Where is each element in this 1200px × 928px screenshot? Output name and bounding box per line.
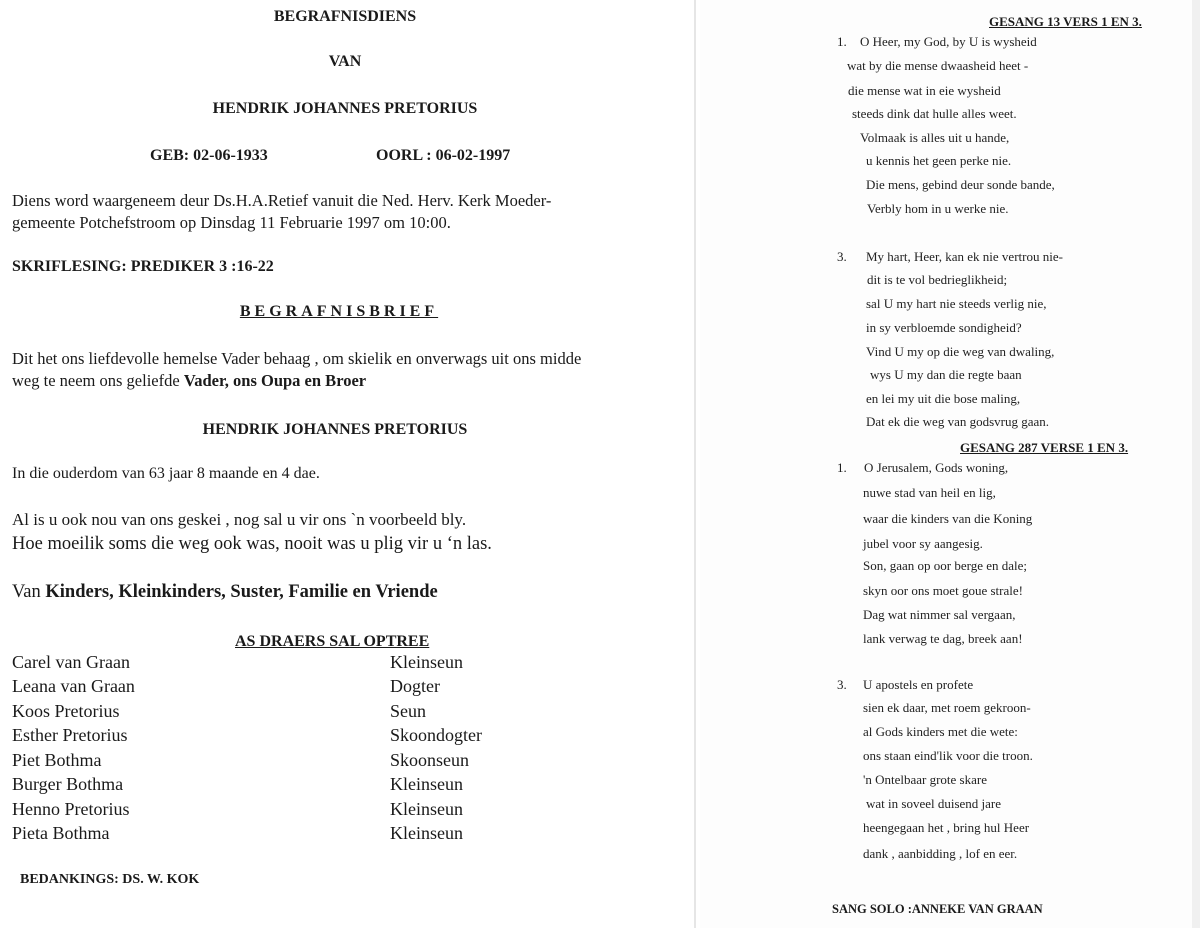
hymn-1-verse-1-line: u kennis het geen perke nie. — [866, 153, 1012, 168]
pallbearer-relation: Kleinseun — [390, 823, 463, 843]
age-line: In die ouderdom van 63 jaar 8 maande en 4 dae. — [12, 465, 320, 482]
page-fold-divider — [694, 0, 696, 928]
letter-line-1: Dit het ons liefdevolle hemelse Vader behaag , om skielik en onverwags uit ons midde — [12, 349, 582, 368]
hymn-2-verse-1-line: Dag wat nimmer sal vergaan, — [863, 607, 1016, 622]
hymn-2-verse-3-line: 'n Ontelbaar grote skare — [863, 772, 987, 787]
pallbearer-relation: Skoondogter — [390, 725, 482, 745]
letter-line-2-prefix: weg te neem ons geliefde — [12, 371, 184, 390]
deceased-name-repeat: HENDRIK JOHANNES PRETORIUS — [202, 421, 468, 438]
hymn-1-verse-1-line: Die mens, gebind deur sonde bande, — [866, 177, 1055, 192]
pallbearer-name: Esther Pretorius — [12, 725, 128, 745]
hymn-1-verse-1-line: O Heer, my God, by U is wysheid — [860, 34, 1037, 49]
service-line-2: gemeente Potchefstroom op Dinsdag 11 Februarie 1997 om 10:00. — [12, 213, 451, 232]
hymn-1-verse-3-line: sal U my hart nie steeds verlig nie, — [866, 296, 1047, 311]
hymn-2-verse-1-line: skyn oor ons moet goue strale! — [863, 583, 1023, 598]
thanks-line: BEDANKINGS: DS. W. KOK — [20, 872, 200, 887]
solo-line: SANG SOLO :ANNEKE VAN GRAAN — [832, 902, 1043, 916]
hymn-2-verse-1-line: Son, gaan op oor berge en dale; — [863, 558, 1028, 573]
hymn-2-verse-1-line: nuwe stad van heil en lig, — [863, 485, 996, 500]
pallbearer-name: Koos Pretorius — [12, 701, 120, 721]
hymn-2-verse-3-line: ons staan eind'lik voor die troon. — [863, 748, 1033, 763]
hymn-1-verse-3-line: Vind U my op die weg van dwaling, — [866, 344, 1055, 359]
mourners-bold: Kinders, Kleinkinders, Suster, Familie en Vriende — [45, 582, 438, 602]
pallbearers-heading: AS DRAERS SAL OPTREE — [235, 633, 430, 650]
hymn-1-verse-3-line: wys U my dan die regte baan — [870, 367, 1022, 382]
hymn-1-verse-1-line: die mense wat in eie wysheid — [848, 83, 1001, 98]
scripture-reading: SKRIFLESING: PREDIKER 3 :16-22 — [12, 258, 274, 275]
pallbearer-relation: Kleinseun — [390, 799, 463, 819]
pallbearer-name: Piet Bothma — [12, 750, 102, 770]
hymn-2-verse-3-line: heengegaan het , bring hul Heer — [863, 820, 1030, 835]
hymn-1-verse-3-line: My hart, Heer, kan ek nie vertrou nie- — [866, 249, 1063, 264]
hymn-1-verse-3-line: dit is te vol bedrieglikheid; — [867, 272, 1008, 287]
hymn-1-title: GESANG 13 VERS 1 EN 3. — [989, 14, 1142, 29]
birth-date: GEB: 02-06-1933 — [150, 147, 268, 164]
mourners-line — [12, 582, 438, 603]
right-page — [700, 0, 1200, 928]
hymn-2-verse-3-line: sien ek daar, met roem gekroon- — [863, 700, 1031, 715]
van-label: VAN — [328, 53, 362, 70]
service-line-1: Diens word waargeneem deur Ds.H.A.Retief vanuit die Ned. Herv. Kerk Moeder- — [12, 191, 552, 210]
service-details — [12, 190, 672, 234]
pallbearer-relation: Skoonseun — [390, 750, 470, 770]
mourners-prefix: Van — [12, 582, 46, 602]
pallbearer-name: Pieta Bothma — [12, 823, 110, 843]
death-date: OORL : 06-02-1997 — [376, 147, 511, 164]
pallbearer-name: Carel van Graan — [12, 652, 130, 672]
pallbearer-relation: Seun — [390, 701, 426, 721]
hymn-1-verse-1-line: Volmaak is alles uit u hande, — [860, 130, 1010, 145]
service-title: BEGRAFNISDIENS — [273, 8, 417, 25]
hymn-2-verse-3-number: 3. — [837, 677, 847, 692]
verse-line-2: Hoe moeilik soms die weg ook was, nooit was u plig vir u ‘n las. — [12, 534, 492, 554]
hymn-1-verse-3-line: in sy verbloemde sondigheid? — [866, 320, 1022, 335]
hymn-2-verse-3-line: al Gods kinders met die wete: — [863, 724, 1018, 739]
pallbearer-relation: Kleinseun — [390, 652, 463, 672]
letter-text — [12, 348, 672, 392]
hymn-1-verse-3-line: Dat ek die weg van godsvrug gaan. — [866, 414, 1050, 429]
letter-line-2 — [12, 370, 672, 392]
hymn-2-verse-3-line: U apostels en profete — [863, 677, 974, 692]
hymn-1-verse-1-line: Verbly hom in u werke nie. — [867, 201, 1009, 216]
hymn-2-verse-3-line: dank , aanbidding , lof en eer. — [863, 846, 1018, 861]
verse-line-1: Al is u ook nou van ons geskei , nog sal u vir ons `n voorbeeld bly. — [12, 510, 467, 529]
pallbearer-name: Leana van Graan — [12, 676, 135, 696]
pallbearer-relation: Dogter — [390, 676, 440, 696]
pallbearer-name: Burger Bothma — [12, 774, 124, 794]
page-edge — [1192, 0, 1200, 928]
hymn-2-verse-1-number: 1. — [837, 460, 847, 475]
pallbearer-name: Henno Pretorius — [12, 799, 130, 819]
hymn-1-verse-3-number: 3. — [837, 249, 847, 264]
hymn-2-verse-1-line: jubel voor sy aangesig. — [863, 536, 983, 551]
hymn-2-verse-1-line: O Jerusalem, Gods woning, — [864, 460, 1009, 475]
letter-line-2-bold: Vader, ons Oupa en Broer — [183, 371, 367, 390]
hymn-1-verse-1-line: wat by die mense dwaasheid heet - — [847, 58, 1029, 73]
hymn-2-verse-3-line: wat in soveel duisend jare — [866, 796, 1002, 811]
deceased-name: HENDRIK JOHANNES PRETORIUS — [212, 100, 478, 117]
hymn-1-verse-1-line: steeds dink dat hulle alles weet. — [852, 106, 1017, 121]
hymn-2-verse-1-line: lank verwag te dag, breek aan! — [863, 631, 1023, 646]
hymn-2-verse-1-line: waar die kinders van die Koning — [863, 511, 1033, 526]
hymn-1-verse-1-number: 1. — [837, 34, 847, 49]
pallbearer-relation: Kleinseun — [390, 774, 463, 794]
hymn-1-verse-3-line: en lei my uit die bose maling, — [866, 391, 1021, 406]
hymn-2-title: GESANG 287 VERSE 1 EN 3. — [960, 440, 1129, 455]
letter-heading: BEGRAFNISBRIEF — [239, 303, 439, 320]
